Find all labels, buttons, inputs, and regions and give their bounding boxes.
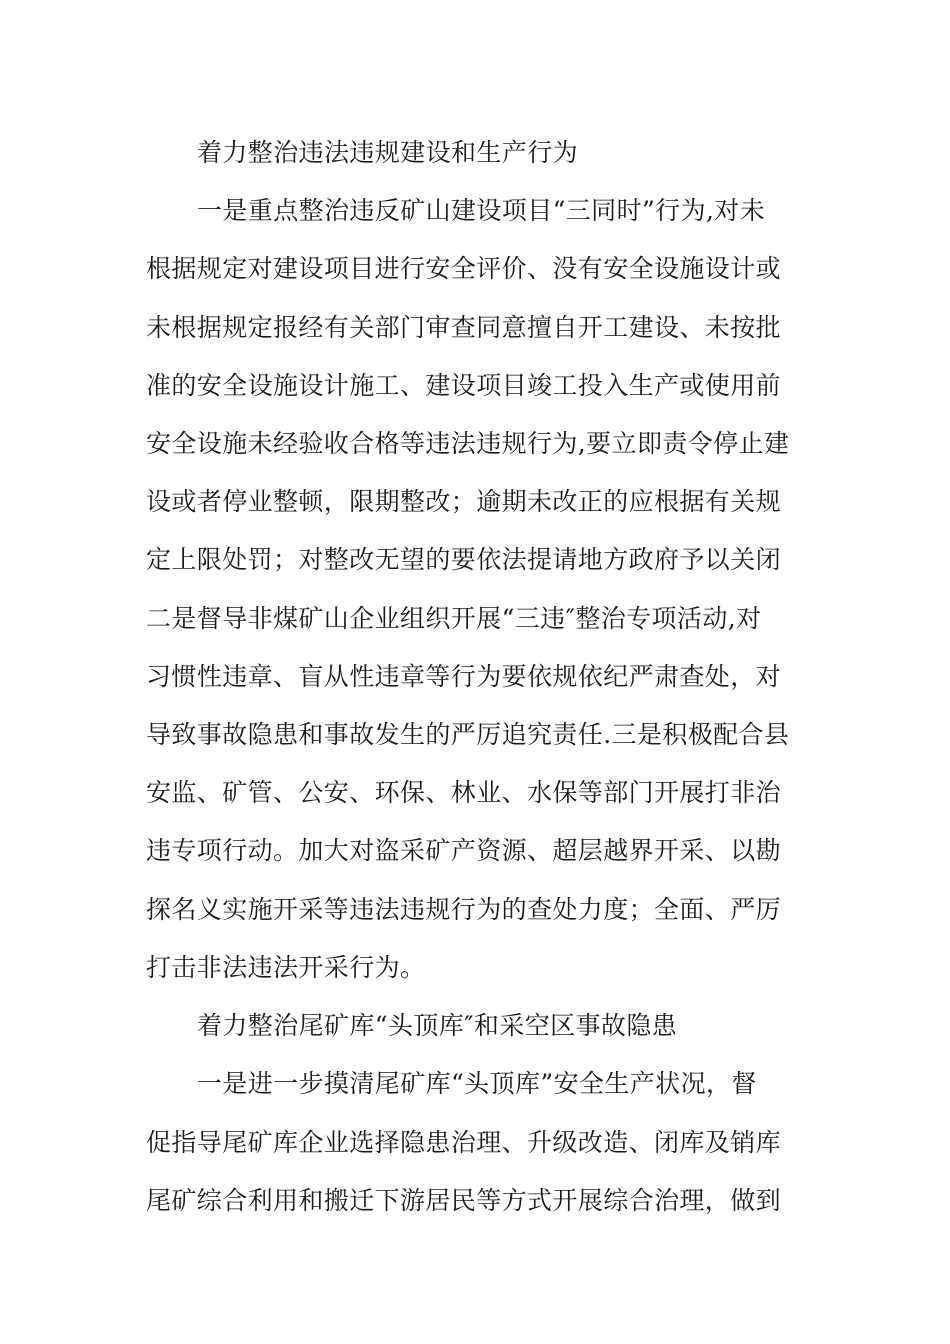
paragraph-line: 定上限处罚；对整改无望的要依法提请地方政府予以关闭: [146, 545, 782, 574]
paragraph-line: 二是督导非煤矿山企业组织开展“三违″整治专项活动,对: [146, 604, 762, 633]
paragraph-line: 违专项行动。加大对盗采矿产资源、超层越界开采、以勘: [146, 836, 782, 865]
paragraph-line: 安监、矿管、公安、环保、林业、水保等部门开展打非治: [146, 778, 782, 807]
section-heading-1: 着力整治违法违规建设和生产行为: [197, 138, 579, 167]
section-heading-2: 着力整治尾矿库“头顶库″和采空区事故隐患: [197, 1011, 678, 1040]
paragraph-line: 准的安全设施设计施工、建设项目竣工投入生产或使用前: [146, 371, 782, 400]
paragraph-line: 一是进一步摸清尾矿库“头顶库”安全生产状况，督: [197, 1069, 757, 1098]
paragraph-line: 根据规定对建设项目进行安全评价、没有安全设施设计或: [146, 254, 782, 283]
paragraph-line: 促指导尾矿库企业选择隐患治理、升级改造、闭库及销库: [146, 1128, 782, 1157]
paragraph-line: 一是重点整治违反矿山建设项目“三同时”行为,对未: [197, 196, 766, 225]
paragraph-line: 导致事故隐患和事故发生的严厉追究责任.三是积极配合县: [146, 720, 790, 749]
paragraph-line: 打击非法违法开采行为。: [146, 953, 426, 982]
paragraph-line: 尾矿综合利用和搬迁下游居民等方式开展综合治理，做到: [146, 1186, 782, 1215]
paragraph-line: 设或者停业整顿，限期整改；逾期未改正的应根据有关规: [146, 487, 782, 516]
paragraph-line: 习惯性违章、盲从性违章等行为要依规依纪严肃查处，对: [146, 662, 782, 691]
paragraph-line: 未根据规定报经有关部门审查同意擅自开工建设、未按批: [146, 313, 782, 342]
paragraph-line: 安全设施未经验收合格等违法违规行为,要立即责令停止建: [146, 429, 790, 458]
paragraph-line: 探名义实施开采等违法违规行为的查处力度；全面、严厉: [146, 895, 782, 924]
